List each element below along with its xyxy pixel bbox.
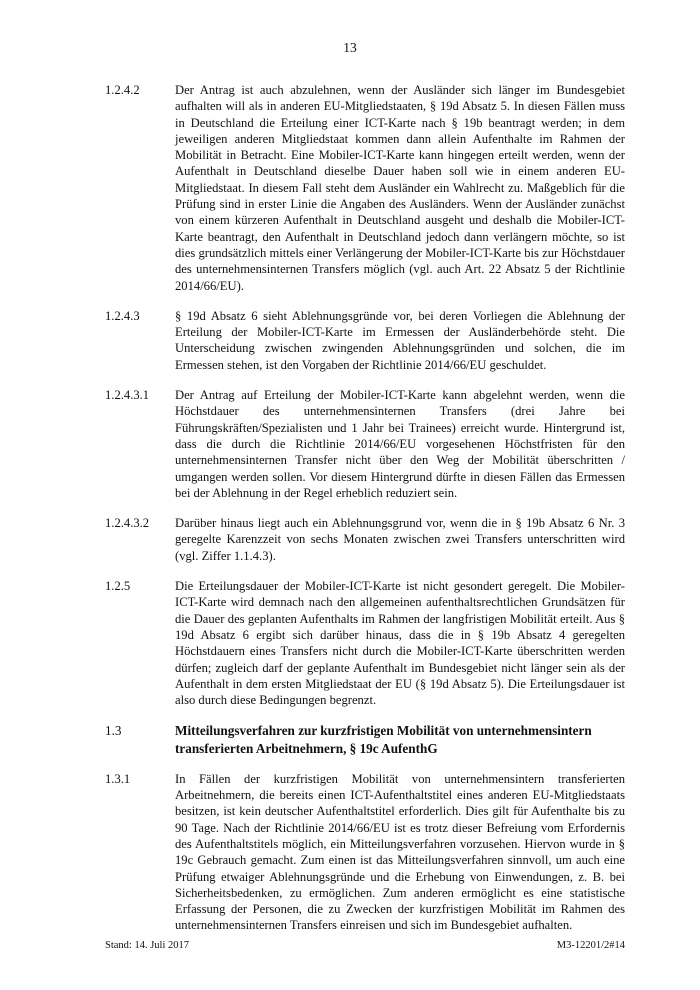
footer-date: Stand: 14. Juli 2017 — [105, 940, 190, 951]
section-1-3-heading — [105, 722, 625, 756]
section-1-2-4-3-2 — [105, 515, 625, 564]
section-text: In Fällen der kurzfristigen Mobilität von unternehmensintern transferierten Arbeitnehmern, die bereits einen ICT-Aufenthaltstitel eines anderen EU-Mitgliedstaats besitzen, ist kein deutscher Aufenthaltstitel erforderlich. Dies gilt für Aufenthalte bis zu 90 Tage. Nach der Richtlinie 2014/66/EU ist es trotz dieser Befreiung vom Erfordernis des Aufenthaltstitels möglich, ein Mitteilungsverfahren vorzusehen. Hiervon wurde in § 19c Gebrauch gemacht. Zum einen ist das Mitteilungsverfahren sinnvoll, um auch eine Prüfung etwaiger Ablehnungsgründe und die Erhebung von Einwendungen, z. B. bei Sicherheitsbedenken, zu ermöglichen. Zum anderen ermöglicht es eine statistische Erfassung der Personen, die zu Zwecken der kurzfristigen Mobilität im Rahmen des unternehmensinternen Transfers einreisen und sich im Bundesgebiet aufhalten. — [175, 771, 625, 933]
section-text: Der Antrag auf Erteilung der Mobiler-ICT-Karte kann abgelehnt werden, wenn die Höchstdauer des unternehmensinternen Transfers (drei Jahre bei Führungskräften/Spezialisten und 1 Jahr bei Trainees) erreicht wurde. Hintergrund ist, dass die durch die Richtlinie 2014/66/EU vorgesehenen Höchstfristen für den unternehmensinternen Transfer nicht über den Weg der Mobilität überschritten / umgangen werden sollen. Vor diesem Hintergrund dürfte in diesen Fällen das Ermessen bei der Ablehnung in der Regel erheblich reduziert sein. — [175, 388, 625, 500]
page-footer — [105, 940, 625, 951]
section-text: Der Antrag ist auch abzulehnen, wenn der Ausländer sich länger im Bundesgebiet aufhalten will als in anderen EU-Mitgliedstaaten, § 19d Absatz 5. In diesen Fällen muss in Deutschland die Erteilung einer ICT-Karte nach § 19b beantragt werden; in dem jeweiligen anderen Mitgliedstaat kommen dann allein Aufenthalte im Rahmen der Mobilität in Betracht. Eine Mobiler-ICT-Karte kann hingegen erteilt werden, wenn der Aufenthalt in Deutschland dieselbe Dauer haben soll wie in einem anderen EU-Mitgliedstaat. In diesem Fall steht dem Ausländer ein Wahlrecht zu. Maßgeblich für die Prüfung sind in erster Linie die Angaben des Ausländers. Wenn der Ausländer zunächst von einem kürzeren Aufenthalt in Deutschland ausgeht und deshalb die Mobiler-ICT-Karte beantragt, den Aufenthalt in Deutschland jedoch dann verlängern möchte, so ist dies grundsätzlich mittels einer Verlängerung der Mobiler-ICT-Karte bis zur Höchstdauer des unternehmensinternen Transfers möglich (vgl. auch Art. 22 Absatz 5 der Richtlinie 2014/66/EU). — [175, 83, 625, 293]
section-1-2-4-2 — [105, 82, 625, 294]
section-number: 1.2.4.3 — [105, 308, 140, 323]
section-text: § 19d Absatz 6 sieht Ablehnungsgründe vor, bei deren Vorliegen die Ablehnung der Erteilung der Mobiler-ICT-Karte im Ermessen der Ausländerbehörde steht. Die Unterscheidung zwischen zwingenden Ablehnungsgründen und solchen, die im Ermessen stehen, ist den Vorgaben der Richtlinie 2014/66/EU geschuldet. — [175, 308, 625, 372]
section-1-2-5 — [105, 578, 625, 708]
section-1-2-4-3-1 — [105, 387, 625, 501]
section-heading: Mitteilungsverfahren zur kurzfristigen Mobilität von unternehmensintern transferierten Arbeitnehmern, § 19c AufenthG — [175, 723, 592, 756]
section-1-2-4-3 — [105, 308, 625, 373]
section-text: Die Erteilungsdauer der Mobiler-ICT-Karte ist nicht gesondert geregelt. Die Mobiler-ICT-Karte wird demnach nach den allgemeinen aufenthaltsrechtlichen Grundsätzen für die Dauer des geplanten Aufenthalts im Rahmen der langfristigen Mobilität erteilt. Aus § 19d Absatz 6 ergibt sich darüber hinaus, dass die in § 19b Absatz 4 geregelten Höchstdauern eines Transfers nicht durch die Mobiler-ICT-Karte überschritten werden dürfen; zugleich darf der geplante Aufenthalt im Bundesgebiet nicht länger sein als der Aufenthalt in dem ersten Mitgliedstaat der EU (§ 19d Absatz 5). Die Erteilungsdauer ist also durch diese Bedingungen begrenzt. — [175, 579, 625, 708]
section-1-3-1 — [105, 771, 625, 934]
page-number: 13 — [343, 40, 357, 55]
section-number: 1.2.4.2 — [105, 83, 140, 97]
footer-reference: M3-12201/2#14 — [556, 940, 625, 951]
section-number: 1.3.1 — [105, 771, 131, 786]
document-body — [105, 82, 625, 948]
section-number: 1.3 — [105, 723, 122, 739]
section-number: 1.2.4.3.2 — [105, 516, 150, 531]
section-number: 1.2.5 — [105, 579, 131, 594]
section-text: Darüber hinaus liegt auch ein Ablehnungsgrund vor, wenn die in § 19b Absatz 6 Nr. 3 geregelte Karenzzeit von sechs Monaten zwischen zwei Transfers unterschritten wird (vgl. Ziffer 1.1.4.3). — [175, 516, 625, 563]
section-number: 1.2.4.3.1 — [105, 388, 150, 403]
